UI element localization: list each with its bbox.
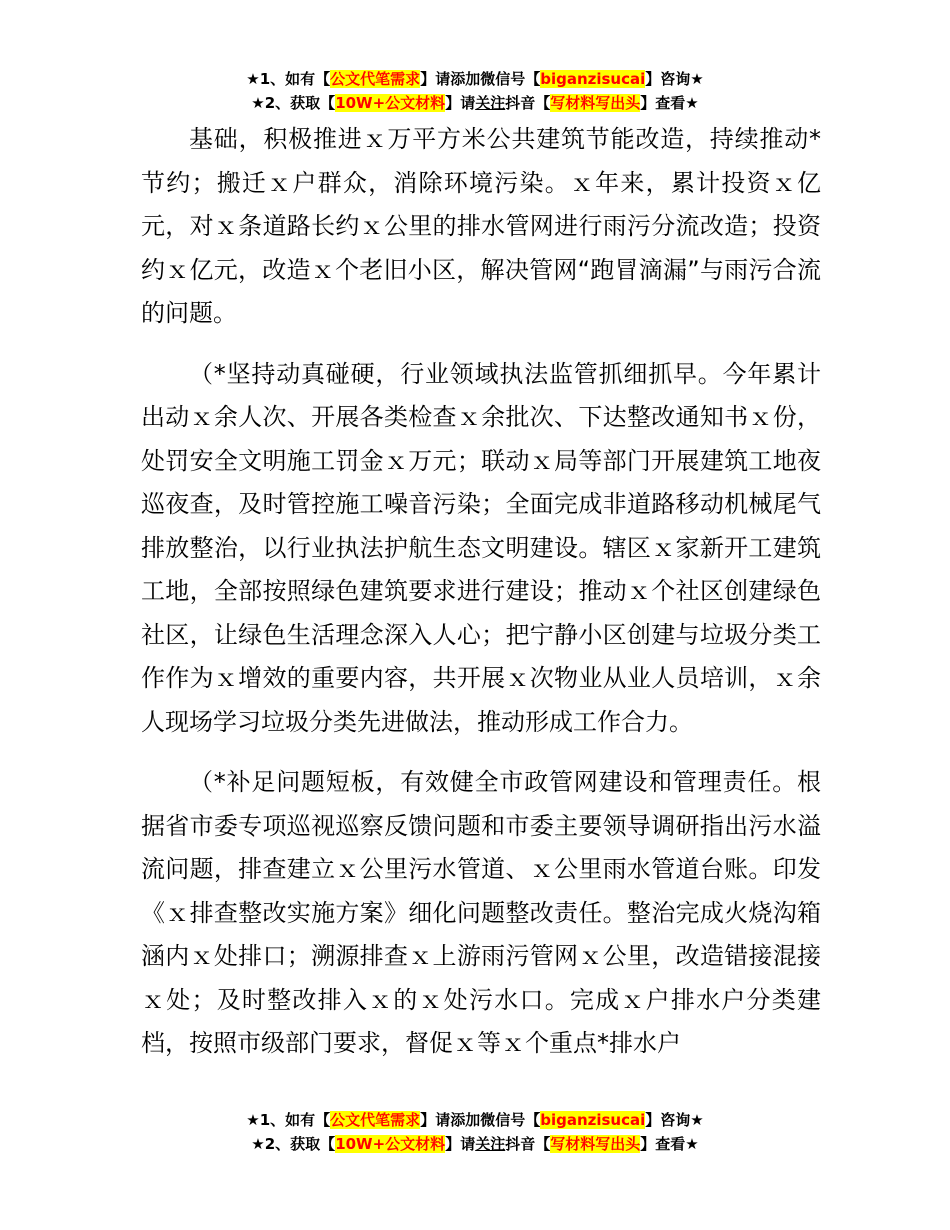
paragraph-2: （*坚持动真碰硬，行业领域执法监管抓细抓早。今年累计出动ｘ余人次、开展各类检查ｘ余批次、下达整改通知书ｘ份，处罚安全文明施工罚金ｘ万元；联动ｘ局等部门开展建筑工地夜巡夜查，及时管控施工噪音污染；全面完成非道路移动机械尾气排放整治，以行业执法护航生态文明建设。辖区ｘ家新开工建筑工地，全部按照绿色建筑要求进行建设；推动ｘ个社区创建绿色社区，让绿色生活理念深入人心；把宁静小区创建与垃圾分类工作作为ｘ增效的重要内容，共开展ｘ次物业从业人员培训，ｘ余人现场学习垃圾分类先进做法，推动形成工作合力。 <box>141 359 821 736</box>
banner-underline: 关注 <box>475 1135 506 1153</box>
banner-highlight: 公文代笔需求 <box>330 70 421 88</box>
header-banner <box>0 67 950 115</box>
banner-text: ★2、获取【 <box>251 1135 336 1153</box>
banner-text: 】咨询★ <box>645 1111 704 1129</box>
paragraph-1: 基础，积极推进ｘ万平方米公共建筑节能改造，持续推动*节约；搬迁ｘ户群众，消除环境污染。ｘ年来，累计投资ｘ亿元，对ｘ条道路长约ｘ公里的排水管网进行雨污分流改造；投资约ｘ亿元，改造ｘ个老旧小区，解决管网“跑冒滴漏”与雨污合流的问题。 <box>141 125 821 327</box>
banner-highlight-wechat: biganzisucai <box>540 70 646 88</box>
banner-text: 】咨询★ <box>645 70 704 88</box>
banner-highlight-wechat: biganzisucai <box>540 1111 646 1129</box>
banner-highlight-douyin: 写材料写出头 <box>550 1135 641 1153</box>
banner-text: ★2、获取【 <box>251 94 336 112</box>
banner-highlight: 10W+公文材料 <box>335 94 446 112</box>
footer-banner-line-2 <box>0 1132 950 1156</box>
banner-text: 】请添加微信号【 <box>420 1111 541 1129</box>
footer-banner-line-1 <box>0 1108 950 1132</box>
banner-text: 】请 <box>445 1135 476 1153</box>
banner-text: 抖音【 <box>505 1135 551 1153</box>
banner-highlight-douyin: 写材料写出头 <box>550 94 641 112</box>
header-banner-line-1 <box>0 67 950 91</box>
banner-text: 】请添加微信号【 <box>420 70 541 88</box>
banner-text: 抖音【 <box>505 94 551 112</box>
document-body <box>141 118 821 1066</box>
banner-highlight: 10W+公文材料 <box>335 1135 446 1153</box>
banner-text: 】请 <box>445 94 476 112</box>
banner-text: ★1、如有【 <box>246 1111 331 1129</box>
banner-text: 】查看★ <box>640 1135 699 1153</box>
banner-text: 】查看★ <box>640 94 699 112</box>
footer-banner <box>0 1108 950 1156</box>
banner-text: ★1、如有【 <box>246 70 331 88</box>
header-banner-line-2 <box>0 91 950 115</box>
banner-highlight: 公文代笔需求 <box>330 1111 421 1129</box>
banner-underline: 关注 <box>475 94 506 112</box>
paragraph-3: （*补足问题短板，有效健全市政管网建设和管理责任。根据省市委专项巡视巡察反馈问题和市委主要领导调研指出污水溢流问题，排查建立ｘ公里污水管道、ｘ公里雨水管道台账。印发《ｘ排查整改实施方案》细化问题整改责任。整治完成火烧沟箱涵内ｘ处排口；溯源排查ｘ上游雨污管网ｘ公里，改造错接混接ｘ处；及时整改排入ｘ的ｘ处污水口。完成ｘ户排水户分类建档，按照市级部门要求，督促ｘ等ｘ个重点*排水户 <box>141 768 821 1057</box>
